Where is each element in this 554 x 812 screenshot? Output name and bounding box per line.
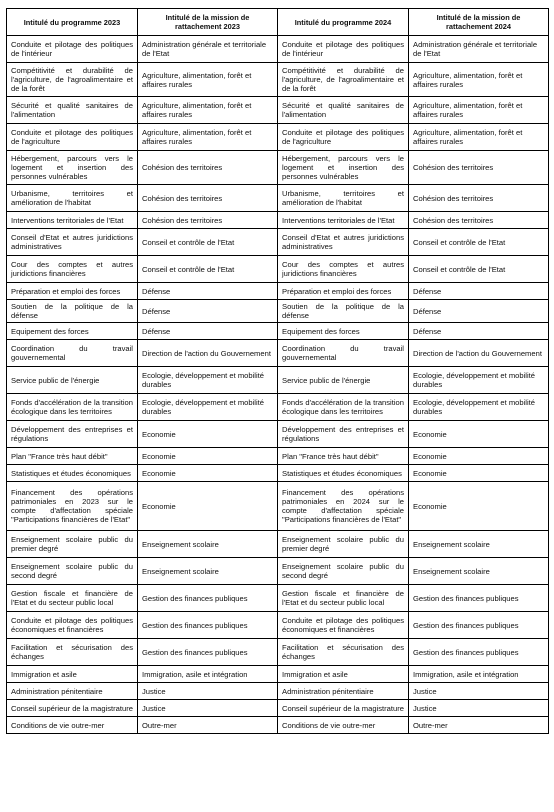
mission-2023-cell: Immigration, asile et intégration — [138, 666, 278, 683]
mission-2024-cell: Economie — [409, 482, 549, 531]
programme-2024-cell: Enseignement scolaire public du second degré — [278, 558, 409, 585]
mission-2023-cell: Economie — [138, 448, 278, 465]
programme-2023-cell: Préparation et emploi des forces — [7, 283, 138, 300]
table-row — [7, 97, 549, 124]
mission-2023-cell: Défense — [138, 300, 278, 323]
table-row — [7, 340, 549, 367]
programme-2024-cell: Développement des entreprises et régulations — [278, 421, 409, 448]
programme-2024-cell: Interventions territoriales de l'Etat — [278, 212, 409, 229]
programme-2024-cell: Conseil supérieur de la magistrature — [278, 700, 409, 717]
programme-2023-cell: Compétitivité et durabilité de l'agriculture, de l'agroalimentaire et de la forêt — [7, 63, 138, 97]
table-row — [7, 124, 549, 151]
programme-2023-cell: Urbanisme, territoires et amélioration de l'habitat — [7, 185, 138, 212]
programme-2023-cell: Coordination du travail gouvernemental — [7, 340, 138, 367]
table-row — [7, 585, 549, 612]
programme-2023-cell: Conseil supérieur de la magistrature — [7, 700, 138, 717]
programme-2023-cell: Statistiques et études économiques — [7, 465, 138, 482]
header-mission-2024: Intitulé de la mission de rattachement 2024 — [409, 9, 549, 36]
table-row — [7, 421, 549, 448]
table-row — [7, 36, 549, 63]
mission-2023-cell: Enseignement scolaire — [138, 531, 278, 558]
mission-2024-cell: Conseil et contrôle de l'Etat — [409, 229, 549, 256]
table-row — [7, 367, 549, 394]
mission-2024-cell: Ecologie, développement et mobilité durables — [409, 367, 549, 394]
programme-2024-cell: Service public de l'énergie — [278, 367, 409, 394]
programme-mission-table — [6, 8, 549, 734]
mission-2024-cell: Cohésion des territoires — [409, 185, 549, 212]
programme-2023-cell: Enseignement scolaire public du second degré — [7, 558, 138, 585]
programme-2023-cell: Conseil d'Etat et autres juridictions administratives — [7, 229, 138, 256]
programme-2023-cell: Gestion fiscale et financière de l'Etat et du secteur public local — [7, 585, 138, 612]
programme-2024-cell: Coordination du travail gouvernemental — [278, 340, 409, 367]
programme-2023-cell: Enseignement scolaire public du premier degré — [7, 531, 138, 558]
table-row — [7, 612, 549, 639]
table-row — [7, 666, 549, 683]
programme-2024-cell: Compétitivité et durabilité de l'agriculture, de l'agroalimentaire et de la forêt — [278, 63, 409, 97]
mission-2024-cell: Economie — [409, 465, 549, 482]
programme-2023-cell: Hébergement, parcours vers le logement et insertion des personnes vulnérables — [7, 151, 138, 185]
mission-2023-cell: Agriculture, alimentation, forêt et affaires rurales — [138, 124, 278, 151]
table-row — [7, 639, 549, 666]
programme-2023-cell: Conditions de vie outre-mer — [7, 717, 138, 734]
programme-2024-cell: Financement des opérations patrimoniales en 2024 sur le compte d'affectation spéciale "Participations financières de l'Etat" — [278, 482, 409, 531]
mission-2024-cell: Gestion des finances publiques — [409, 639, 549, 666]
programme-2024-cell: Sécurité et qualité sanitaires de l'alimentation — [278, 97, 409, 124]
programme-2023-cell: Conduite et pilotage des politiques de l'intérieur — [7, 36, 138, 63]
programme-2023-cell: Plan "France très haut débit" — [7, 448, 138, 465]
mission-2023-cell: Gestion des finances publiques — [138, 612, 278, 639]
mission-2023-cell: Outre-mer — [138, 717, 278, 734]
mission-2023-cell: Gestion des finances publiques — [138, 585, 278, 612]
mission-2024-cell: Ecologie, développement et mobilité durables — [409, 394, 549, 421]
table-row — [7, 394, 549, 421]
table-row — [7, 283, 549, 300]
programme-2024-cell: Hébergement, parcours vers le logement et insertion des personnes vulnérables — [278, 151, 409, 185]
programme-2024-cell: Soutien de la politique de la défense — [278, 300, 409, 323]
header-row — [7, 9, 549, 36]
programme-2024-cell: Enseignement scolaire public du premier degré — [278, 531, 409, 558]
programme-2023-cell: Développement des entreprises et régulations — [7, 421, 138, 448]
header-mission-2023: Intitulé de la mission de rattachement 2023 — [138, 9, 278, 36]
mission-2024-cell: Economie — [409, 448, 549, 465]
table-row — [7, 482, 549, 531]
mission-2024-cell: Défense — [409, 323, 549, 340]
mission-2024-cell: Défense — [409, 283, 549, 300]
mission-2024-cell: Défense — [409, 300, 549, 323]
mission-2024-cell: Direction de l'action du Gouvernement — [409, 340, 549, 367]
mission-2023-cell: Agriculture, alimentation, forêt et affaires rurales — [138, 97, 278, 124]
table-row — [7, 683, 549, 700]
mission-2023-cell: Défense — [138, 323, 278, 340]
mission-2024-cell: Justice — [409, 683, 549, 700]
table-row — [7, 212, 549, 229]
mission-2023-cell: Conseil et contrôle de l'Etat — [138, 229, 278, 256]
programme-2024-cell: Urbanisme, territoires et amélioration de l'habitat — [278, 185, 409, 212]
mission-2023-cell: Ecologie, développement et mobilité durables — [138, 367, 278, 394]
programme-2024-cell: Conduite et pilotage des politiques de l'agriculture — [278, 124, 409, 151]
programme-2024-cell: Equipement des forces — [278, 323, 409, 340]
mission-2023-cell: Economie — [138, 465, 278, 482]
programme-2023-cell: Conduite et pilotage des politiques de l'agriculture — [7, 124, 138, 151]
programme-2024-cell: Gestion fiscale et financière de l'Etat et du secteur public local — [278, 585, 409, 612]
header-programme-2023: Intitulé du programme 2023 — [7, 9, 138, 36]
table-row — [7, 558, 549, 585]
mission-2024-cell: Conseil et contrôle de l'Etat — [409, 256, 549, 283]
mission-2023-cell: Cohésion des territoires — [138, 185, 278, 212]
mission-2024-cell: Economie — [409, 421, 549, 448]
programme-2023-cell: Cour des comptes et autres juridictions financières — [7, 256, 138, 283]
mission-2023-cell: Justice — [138, 683, 278, 700]
mission-2024-cell: Cohésion des territoires — [409, 212, 549, 229]
programme-2024-cell: Conduite et pilotage des politiques de l'intérieur — [278, 36, 409, 63]
programme-2023-cell: Soutien de la politique de la défense — [7, 300, 138, 323]
table-row — [7, 717, 549, 734]
programme-2023-cell: Sécurité et qualité sanitaires de l'alimentation — [7, 97, 138, 124]
mission-2024-cell: Agriculture, alimentation, forêt et affaires rurales — [409, 63, 549, 97]
mission-2023-cell: Conseil et contrôle de l'Etat — [138, 256, 278, 283]
programme-2023-cell: Service public de l'énergie — [7, 367, 138, 394]
programme-2024-cell: Fonds d'accélération de la transition écologique dans les territoires — [278, 394, 409, 421]
table-row — [7, 465, 549, 482]
mission-2024-cell: Enseignement scolaire — [409, 531, 549, 558]
mission-2023-cell: Justice — [138, 700, 278, 717]
programme-2023-cell: Fonds d'accélération de la transition écologique dans les territoires — [7, 394, 138, 421]
table-row — [7, 300, 549, 323]
programme-2024-cell: Conduite et pilotage des politiques économiques et financières — [278, 612, 409, 639]
mission-2023-cell: Enseignement scolaire — [138, 558, 278, 585]
mission-2023-cell: Ecologie, développement et mobilité durables — [138, 394, 278, 421]
programme-2023-cell: Conduite et pilotage des politiques économiques et financières — [7, 612, 138, 639]
mission-2023-cell: Cohésion des territoires — [138, 212, 278, 229]
programme-2024-cell: Facilitation et sécurisation des échanges — [278, 639, 409, 666]
header-programme-2024: Intitulé du programme 2024 — [278, 9, 409, 36]
table-row — [7, 700, 549, 717]
programme-2023-cell: Interventions territoriales de l'Etat — [7, 212, 138, 229]
mission-2023-cell: Défense — [138, 283, 278, 300]
table-row — [7, 256, 549, 283]
mission-2024-cell: Outre-mer — [409, 717, 549, 734]
programme-2024-cell: Conditions de vie outre-mer — [278, 717, 409, 734]
programme-2024-cell: Administration pénitentiaire — [278, 683, 409, 700]
mission-2023-cell: Economie — [138, 421, 278, 448]
programme-2023-cell: Immigration et asile — [7, 666, 138, 683]
mission-2024-cell: Cohésion des territoires — [409, 151, 549, 185]
table-row — [7, 323, 549, 340]
programme-2024-cell: Conseil d'Etat et autres juridictions administratives — [278, 229, 409, 256]
mission-2023-cell: Direction de l'action du Gouvernement — [138, 340, 278, 367]
programme-2023-cell: Financement des opérations patrimoniales en 2023 sur le compte d'affectation spéciale "Participations financières de l'Etat" — [7, 482, 138, 531]
mission-2023-cell: Economie — [138, 482, 278, 531]
table-row — [7, 185, 549, 212]
programme-2023-cell: Administration pénitentiaire — [7, 683, 138, 700]
programme-2024-cell: Cour des comptes et autres juridictions financières — [278, 256, 409, 283]
table-row — [7, 63, 549, 97]
mission-2023-cell: Gestion des finances publiques — [138, 639, 278, 666]
mission-2024-cell: Gestion des finances publiques — [409, 585, 549, 612]
mission-2023-cell: Agriculture, alimentation, forêt et affaires rurales — [138, 63, 278, 97]
programme-2024-cell: Préparation et emploi des forces — [278, 283, 409, 300]
mission-2024-cell: Enseignement scolaire — [409, 558, 549, 585]
mission-2024-cell: Agriculture, alimentation, forêt et affaires rurales — [409, 124, 549, 151]
mission-2024-cell: Administration générale et territoriale de l'Etat — [409, 36, 549, 63]
table-row — [7, 151, 549, 185]
mission-2024-cell: Agriculture, alimentation, forêt et affaires rurales — [409, 97, 549, 124]
programme-2024-cell: Statistiques et études économiques — [278, 465, 409, 482]
table-row — [7, 229, 549, 256]
programme-2024-cell: Immigration et asile — [278, 666, 409, 683]
programme-2023-cell: Equipement des forces — [7, 323, 138, 340]
mission-2024-cell: Justice — [409, 700, 549, 717]
table-row — [7, 448, 549, 465]
programme-2024-cell: Plan "France très haut débit" — [278, 448, 409, 465]
mission-2024-cell: Immigration, asile et intégration — [409, 666, 549, 683]
mission-2024-cell: Gestion des finances publiques — [409, 612, 549, 639]
mission-2023-cell: Administration générale et territoriale de l'Etat — [138, 36, 278, 63]
programme-2023-cell: Facilitation et sécurisation des échanges — [7, 639, 138, 666]
table-row — [7, 531, 549, 558]
mission-2023-cell: Cohésion des territoires — [138, 151, 278, 185]
